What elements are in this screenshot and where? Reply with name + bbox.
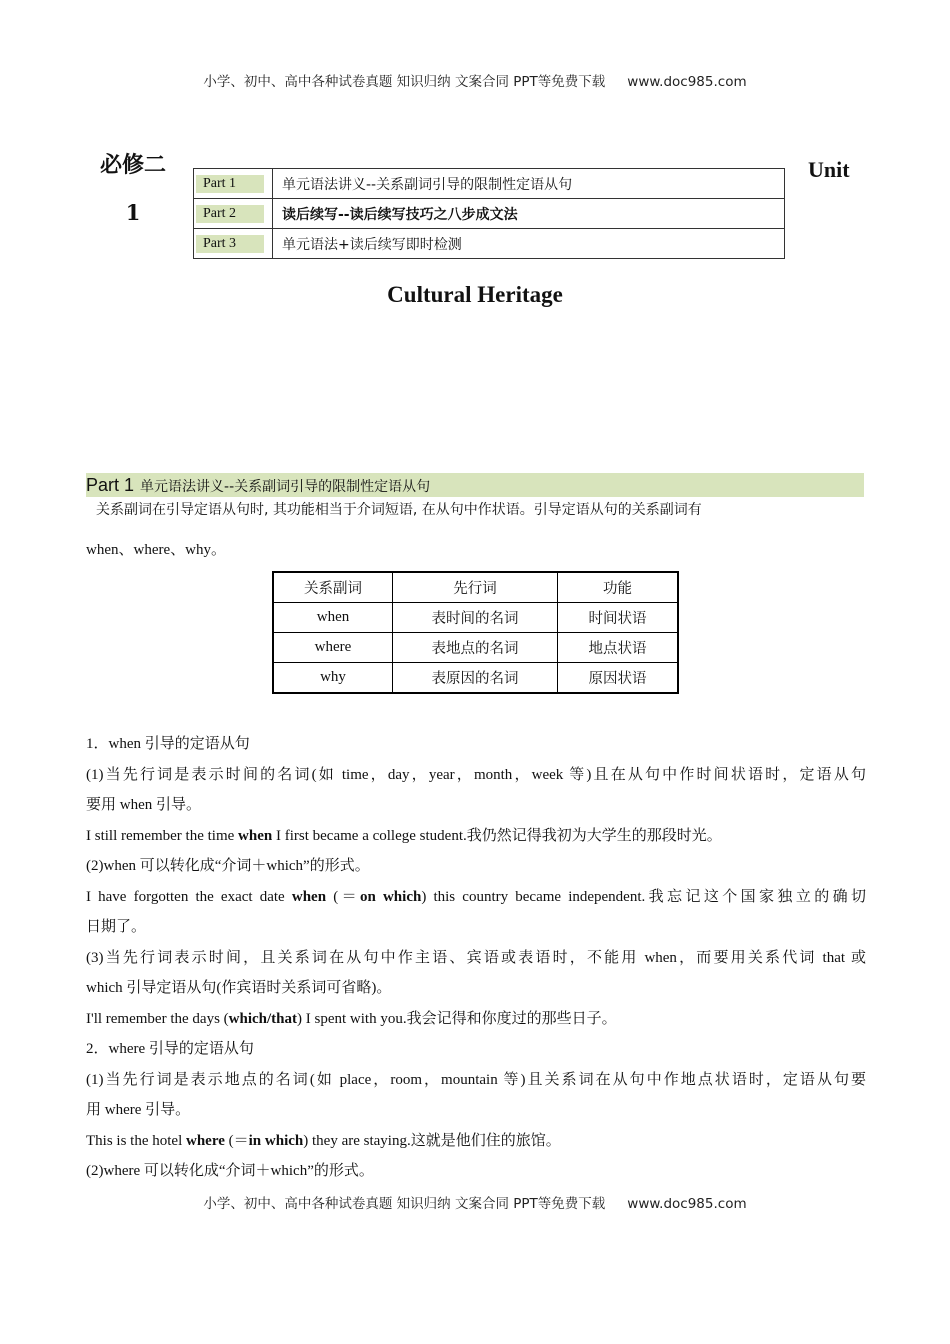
grammar-notes [86,730,866,1188]
table-header: 功能 [558,572,679,603]
section-heading [86,473,864,497]
part-label: Part 2 [196,205,264,223]
parts-table [193,168,785,259]
part-label: Part 3 [196,235,264,253]
example-sentence: I have forgotten the exact date when (＝on which) this country became independent.我忘记这个国家独立的确切 [86,888,867,905]
page-footer [0,1192,950,1212]
table-cell: why [273,663,393,694]
table-cell: when [273,603,393,633]
example-sentence: I still remember the time when I first became a college student.我仍然记得我初为大学生的那段时光。 [86,827,722,844]
table-cell: 地点状语 [558,633,679,663]
paragraph-line: (2)where 可以转化成“介词＋which”的形式。 [86,1163,374,1179]
part-desc: 读后续写--读后续写技巧之八步成文法 [273,199,785,229]
book-label [92,154,174,223]
table-header-row [273,572,678,603]
part-desc: 单元语法讲义--关系副词引导的限制性定语从句 [273,169,785,199]
paragraph-line: (1)当先行词是表示地点的名词(如 place，room，mountain 等)且关系词在从句中作地点状语时，定语从句要 [86,1071,866,1088]
header-url[interactable]: www.doc985.com [627,74,747,90]
intro-paragraph [86,500,864,558]
part-desc: 单元语法+读后续写即时检测 [273,229,785,259]
paragraph-line: (3)当先行词表示时间，且关系词在从句中作主语、宾语或表语时，不能用 when，而要用关系代词 that 或 [86,949,866,966]
paragraph-line: which 引导定语从句(作宾语时关系词可省略)。 [86,980,392,996]
parts-row [194,229,785,259]
table-row [273,603,678,633]
relative-adverb-table [272,571,679,694]
page-header [0,70,950,90]
section-title: 单元语法讲义--关系副词引导的限制性定语从句 [140,479,431,495]
section-label: Part 1 [86,475,135,495]
table-cell: 表地点的名词 [393,633,558,663]
paragraph-line: (1)当先行词是表示时间的名词(如 time，day，year，month，week 等)且在从句中作时间状语时，定语从句 [86,766,866,783]
book-name: 必修二 [99,152,166,178]
example-sentence: I'll remember the days (which/that) I spent with you.我会记得和你度过的那些日子。 [86,1010,617,1027]
paragraph-line: 用 where 引导。 [86,1102,191,1118]
subheading: 1．when 引导的定语从句 [86,736,250,752]
table-cell: 表时间的名词 [393,603,558,633]
book-number: 1 [125,200,141,225]
paragraph-line: 要用 when 引导。 [86,797,201,813]
table-row [273,663,678,694]
unit-label: Unit [808,157,850,182]
header-text: 小学、初中、高中各种试卷真题 知识归纳 文案合同 PPT等免费下载 [203,74,606,90]
parts-row [194,169,785,199]
page-title: Cultural Heritage [387,282,563,307]
table-header: 关系副词 [273,572,393,603]
subheading: 2．where 引导的定语从句 [86,1041,254,1057]
example-sentence: 日期了。 [86,919,147,935]
table-cell: where [273,633,393,663]
parts-row [194,199,785,229]
table-cell: 原因状语 [558,663,679,694]
table-cell: 时间状语 [558,603,679,633]
example-sentence: This is the hotel where (＝in which) they are staying.这就是他们住的旅馆。 [86,1132,561,1149]
table-row [273,633,678,663]
table-cell: 表原因的名词 [393,663,558,694]
part-label: Part 1 [196,175,264,193]
intro-line: 关系副词在引导定语从句时, 其功能相当于介词短语, 在从句中作状语。引导定语从句的关系副词有 [96,502,702,518]
table-header: 先行词 [393,572,558,603]
intro-line: when、where、why。 [86,542,226,558]
paragraph-line: (2)when 可以转化成“介词＋which”的形式。 [86,858,370,874]
footer-url[interactable]: www.doc985.com [627,1196,747,1212]
footer-text: 小学、初中、高中各种试卷真题 知识归纳 文案合同 PPT等免费下载 [203,1196,606,1212]
